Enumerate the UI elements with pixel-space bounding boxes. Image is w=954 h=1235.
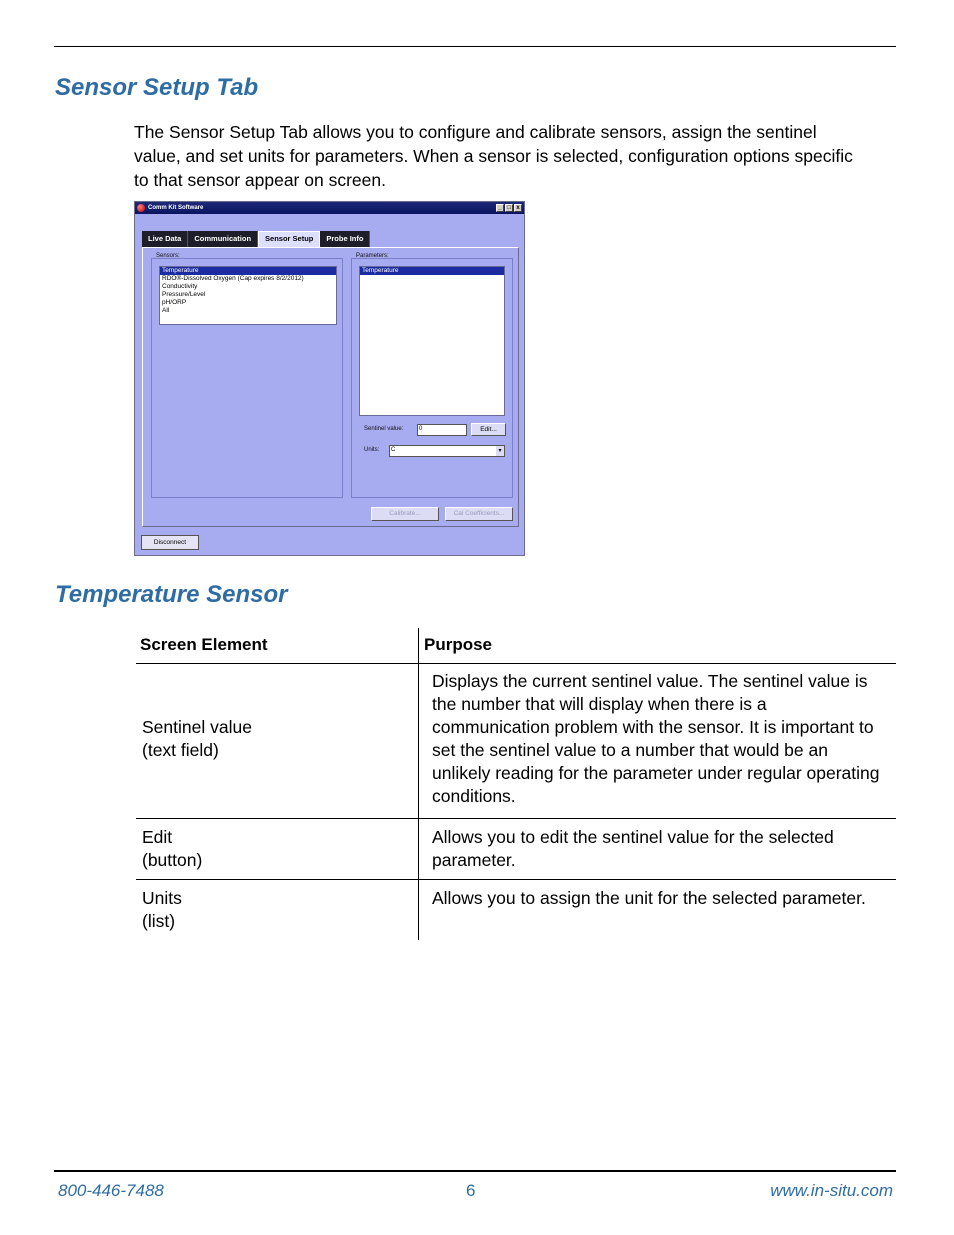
column-divider xyxy=(418,664,419,818)
element-type: (text field) xyxy=(142,740,219,760)
table-row xyxy=(136,664,896,819)
cal-coefficients-button[interactable]: Cal Coefficients... xyxy=(445,507,513,521)
sensor-setup-panel xyxy=(142,247,519,527)
units-selected-value: C xyxy=(391,447,396,453)
top-rule xyxy=(54,46,896,47)
table-row xyxy=(136,880,896,940)
tab-live-data[interactable]: Live Data xyxy=(142,231,188,247)
section-heading-sensor-setup-tab: Sensor Setup Tab xyxy=(55,74,259,101)
list-item[interactable]: pH/ORP xyxy=(162,299,187,306)
footer-page-number: 6 xyxy=(466,1181,476,1200)
column-divider xyxy=(418,628,419,663)
table-header-row xyxy=(136,628,896,664)
column-divider xyxy=(418,819,419,879)
sentinel-value-input[interactable]: 0 xyxy=(417,424,467,436)
list-item[interactable]: All xyxy=(162,307,170,314)
sentinel-value-label: Sentinel value: xyxy=(364,426,404,432)
element-name: Units xyxy=(142,888,182,908)
tab-sensor-setup[interactable]: Sensor Setup xyxy=(258,231,320,247)
table-cell-purpose: Displays the current sentinel value. The sentinel value is the number that will display when there is a communication problem with the sensor. It is important to set the sentinel value to a number that would be an unlikely reading for the parameter under regular operating conditions. xyxy=(432,671,880,806)
section-heading-temperature-sensor: Temperature Sensor xyxy=(55,581,288,608)
list-item[interactable]: Temperature xyxy=(160,267,336,275)
tab-probe-info[interactable]: Probe Info xyxy=(320,231,370,247)
disconnect-button[interactable]: Disconnect xyxy=(141,535,199,550)
parameters-list[interactable] xyxy=(359,266,505,416)
element-name: Sentinel value xyxy=(142,717,252,737)
minimize-icon[interactable]: _ xyxy=(496,204,504,212)
table-cell-element xyxy=(142,826,202,872)
table-header-purpose: Purpose xyxy=(424,635,493,654)
element-name: Edit xyxy=(142,827,173,847)
window-title: Comm Kit Software xyxy=(148,205,204,211)
parameters-label: Parameters: xyxy=(356,253,389,259)
app-icon xyxy=(137,204,145,212)
window-titlebar xyxy=(135,202,524,214)
table-header-screen-element: Screen Element xyxy=(140,635,268,654)
tab-bar xyxy=(142,231,370,247)
table-cell-purpose: Allows you to edit the sentinel value for the selected parameter. xyxy=(432,827,834,870)
footer-website-link[interactable]: www.in-situ.com xyxy=(770,1181,893,1200)
chevron-down-icon[interactable]: ▾ xyxy=(496,446,504,456)
intro-paragraph: The Sensor Setup Tab allows you to configure and calibrate sensors, assign the sentinel value, and set units for parameters. When a sensor is selected, configuration options specific to that sensor appear on screen. xyxy=(134,122,853,190)
sensors-list[interactable] xyxy=(159,266,337,325)
comm-kit-window-screenshot xyxy=(134,201,525,556)
list-item[interactable]: Conductivity xyxy=(162,283,198,290)
bottom-rule xyxy=(54,1170,896,1172)
tab-communication[interactable]: Communication xyxy=(188,231,258,247)
edit-button[interactable]: Edit... xyxy=(471,423,506,436)
list-item[interactable]: RDO®-Dissolved Oxygen (Cap expires 8/2/2012) xyxy=(162,275,304,282)
column-divider xyxy=(418,880,419,940)
element-type: (list) xyxy=(142,911,176,931)
maximize-icon[interactable]: □ xyxy=(505,204,513,212)
table-cell-element xyxy=(142,887,182,933)
element-type: (button) xyxy=(142,850,203,870)
table-row xyxy=(136,819,896,880)
sensors-label: Sensors: xyxy=(156,253,180,259)
units-label: Units: xyxy=(364,447,380,453)
table-cell-element xyxy=(142,716,252,762)
close-icon[interactable]: x xyxy=(514,204,522,212)
list-item[interactable]: Pressure/Level xyxy=(162,291,206,298)
table-cell-purpose: Allows you to assign the unit for the selected parameter. xyxy=(432,888,866,908)
footer-phone: 800-446-7488 xyxy=(58,1181,164,1200)
units-select[interactable] xyxy=(389,445,505,457)
calibrate-button[interactable]: Calibrate... xyxy=(371,507,439,521)
screen-element-table xyxy=(136,628,896,940)
list-item[interactable]: Temperature xyxy=(360,267,504,275)
